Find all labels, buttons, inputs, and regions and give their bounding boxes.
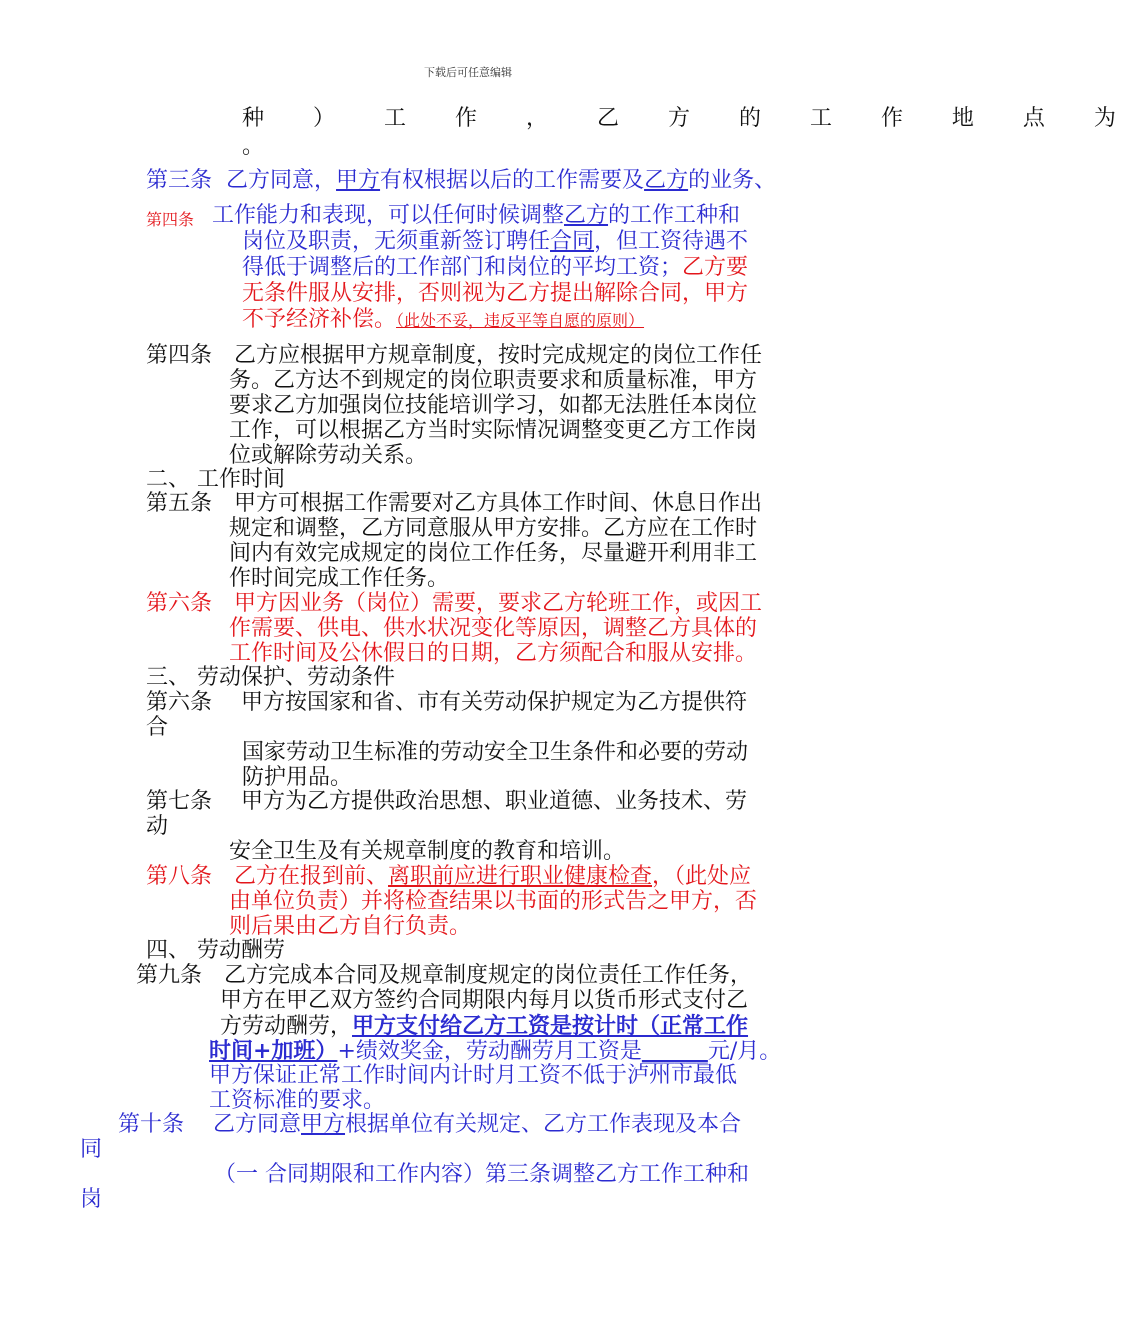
text-line: 工作，可以根据乙方当时实际情况调整变更乙方工作岗 bbox=[229, 418, 758, 443]
text-line: 甲方保证正常工作时间内计时月工资不低于泸州市最低 bbox=[209, 1063, 738, 1088]
link-party-a[interactable]: 甲方 bbox=[301, 1112, 346, 1137]
text-line: 方劳动酬劳，甲方支付给乙方工资是按计时（正常工作 bbox=[220, 1013, 749, 1039]
section-heading: 二、 工作时间 bbox=[146, 467, 285, 492]
text-line: 岗位及职责，无须重新签订聘任合同，但工资待遇不 bbox=[242, 229, 749, 254]
text-line: 由单位负责）并将检查结果以书面的形式告之甲方，否 bbox=[229, 889, 758, 914]
text-line: （一 合同期限和工作内容）第三条调整乙方工作工种和 bbox=[214, 1162, 749, 1187]
text-line: 防护用品。 bbox=[242, 765, 353, 790]
section-heading: 三、 劳动保护、劳动条件 bbox=[146, 665, 395, 690]
link-party-b[interactable]: 乙方 bbox=[644, 168, 689, 193]
text-line: 位或解除劳动关系。 bbox=[229, 443, 428, 468]
text-line: 工作能力和表现，可以任何时候调整乙方的工作工种和 bbox=[212, 203, 741, 228]
text-line: 不予经济补偿。（此处不妥，违反平等自愿的原则） bbox=[242, 307, 645, 332]
text-line: 则后果由乙方自行负责。 bbox=[229, 914, 472, 939]
text-line: 同 bbox=[80, 1137, 103, 1162]
text-line: 工作时间及公休假日的日期，乙方须配合和服从安排。 bbox=[229, 641, 758, 666]
link-health-check[interactable]: 离职前应进行职业健康检查 bbox=[388, 864, 653, 889]
text-line: 工资标准的要求。 bbox=[209, 1088, 386, 1113]
text-line: 第九条 乙方完成本合同及规章制度规定的岗位责任工作任务， bbox=[136, 963, 753, 988]
text-line: 作需要、供电、供水状况变化等原因，调整乙方具体的 bbox=[229, 616, 758, 641]
link-contract[interactable]: 合同 bbox=[550, 229, 595, 254]
text-line: 岗 bbox=[80, 1187, 103, 1212]
text-line: 无条件服从安排，否则视为乙方提出解除合同，甲方 bbox=[242, 281, 749, 306]
page-header: 下载后可任意编辑 bbox=[424, 66, 512, 79]
link-wage-basis[interactable]: 时间+加班） bbox=[209, 1038, 338, 1064]
wage-blank-field[interactable]: ______ bbox=[641, 1039, 708, 1064]
text-line: 第八条 乙方在报到前、离职前应进行职业健康检查，（此处应 bbox=[146, 864, 752, 889]
text-line: 第六条 甲方按国家和省、市有关劳动保护规定为乙方提供符 bbox=[146, 690, 747, 715]
text-line: 合 bbox=[146, 715, 169, 740]
text-line: 。 bbox=[242, 134, 265, 159]
article-3: 第三条 乙方同意，甲方有权根据以后的工作需要及乙方的业务、 bbox=[146, 168, 777, 193]
text-line: 务。乙方达不到规定的岗位职责要求和质量标准，甲方 bbox=[229, 368, 758, 393]
text-line: 国家劳动卫生标准的劳动安全卫生条件和必要的劳动 bbox=[242, 740, 749, 765]
link-wage-basis[interactable]: 甲方支付给乙方工资是按计时（正常工作 bbox=[352, 1013, 749, 1039]
text-line: 第四条 乙方应根据甲方规章制度，按时完成规定的岗位工作任 bbox=[146, 343, 763, 368]
text-line: 第七条 甲方为乙方提供政治思想、职业道德、业务技术、劳 bbox=[146, 789, 747, 814]
text-line: 动 bbox=[146, 814, 169, 839]
text-line: 甲方在甲乙双方签约合同期限内每月以货币形式支付乙 bbox=[220, 988, 749, 1013]
text-line: 种 ） 工 作 ， 乙 方 的 工 作 地 点 为 bbox=[242, 106, 1137, 131]
article-number: 第三条 bbox=[146, 168, 213, 193]
text-line: 要求乙方加强岗位技能培训学习，如都无法胜任本岗位 bbox=[229, 393, 758, 418]
text-line: 第十条 乙方同意甲方根据单位有关规定、乙方工作表现及本合 bbox=[118, 1112, 742, 1137]
section-heading: 四、 劳动酬劳 bbox=[146, 938, 285, 963]
text-line: 规定和调整，乙方同意服从甲方安排。乙方应在工作时 bbox=[229, 516, 758, 541]
annotation-comment: （此处不妥，违反平等自愿的原则） bbox=[396, 311, 645, 330]
text-line: 作时间完成工作任务。 bbox=[229, 566, 450, 591]
article-number: 第四条 bbox=[146, 210, 195, 229]
link-party-b[interactable]: 乙方 bbox=[564, 203, 609, 228]
text-line: 时间+加班）+绩效奖金，劳动酬劳月工资是______元/月。 bbox=[209, 1038, 782, 1064]
link-party-a[interactable]: 甲方 bbox=[336, 168, 381, 193]
text-line: 安全卫生及有关规章制度的教育和培训。 bbox=[229, 839, 626, 864]
text-line: 第五条 甲方可根据工作需要对乙方具体工作时间、休息日作出 bbox=[146, 491, 763, 516]
text-line: 第六条 甲方因业务（岗位）需要，要求乙方轮班工作，或因工 bbox=[146, 591, 763, 616]
text-line: 得低于调整后的工作部门和岗位的平均工资；乙方要 bbox=[242, 255, 749, 280]
text-line: 间内有效完成规定的岗位工作任务，尽量避开利用非工 bbox=[229, 541, 758, 566]
